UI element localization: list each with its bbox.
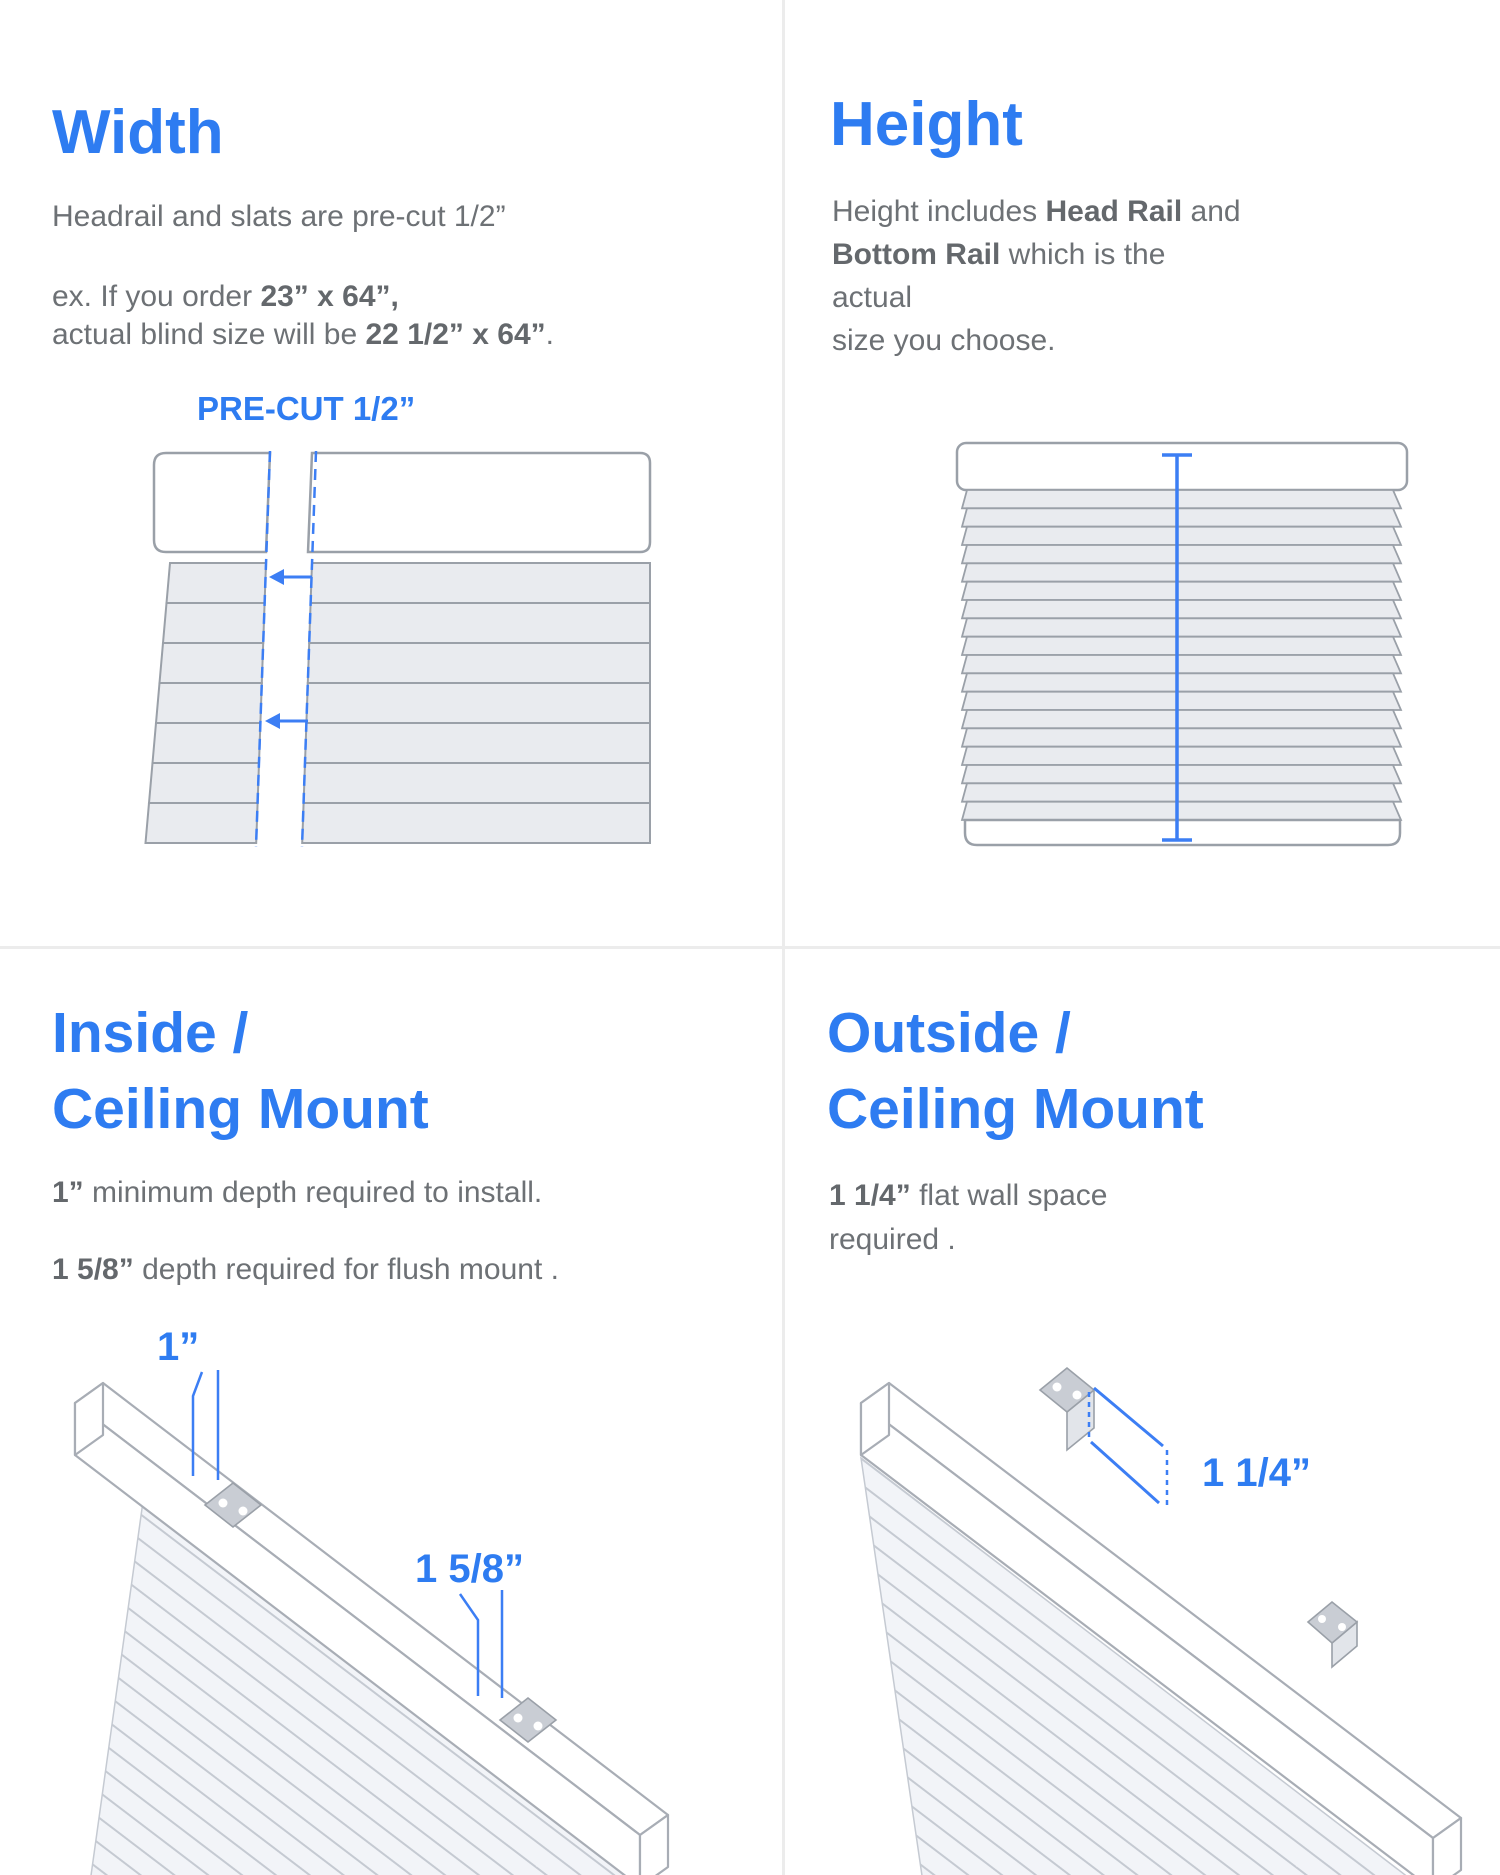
- outside-title: Outside / Ceiling Mount: [827, 1001, 1204, 1141]
- height-paragraph: Height includes Head Rail and Bottom Rail which is the actual size you choose.: [832, 195, 1241, 357]
- inside-depth-label-1: 1”: [157, 1325, 200, 1369]
- height-slats: [962, 490, 1401, 820]
- inside-paragraph-2: 1 5/8” depth required for flush mount .: [52, 1253, 559, 1286]
- inside-mount-diagram: [30, 1300, 750, 1875]
- width-title: Width: [52, 98, 224, 167]
- outside-paragraph-1: 1 1/4” flat wall space required .: [829, 1179, 1108, 1256]
- width-headrail: [154, 453, 650, 552]
- outside-mount-diagram: [790, 1300, 1500, 1875]
- precut-label: PRE-CUT 1/2”: [197, 390, 416, 427]
- height-diagram: [945, 440, 1415, 855]
- outside-bracket-2: [1308, 1602, 1357, 1667]
- horizontal-divider: [0, 946, 1500, 949]
- outside-space-label: 1 1/4”: [1202, 1451, 1311, 1495]
- width-left-slats: [146, 563, 267, 843]
- vertical-divider: [782, 0, 785, 1875]
- width-paragraph-2: ex. If you order 23” x 64”, actual blind size will be 22 1/2” x 64”.: [52, 280, 554, 351]
- width-paragraph-1: Headrail and slats are pre-cut 1/2”: [52, 200, 506, 233]
- height-headrail: [957, 443, 1407, 490]
- width-cut-arrows: [265, 569, 312, 729]
- inside-title: Inside / Ceiling Mount: [52, 1001, 429, 1141]
- outside-measure-lines: [1089, 1388, 1167, 1505]
- width-right-slats: [302, 563, 650, 843]
- inside-paragraph-1: 1” minimum depth required to install.: [52, 1176, 543, 1209]
- outside-bracket-1: [1040, 1368, 1094, 1450]
- inside-depth-label-2: 1 5/8”: [415, 1547, 524, 1591]
- height-title: Height: [830, 90, 1023, 159]
- width-diagram: [120, 445, 660, 855]
